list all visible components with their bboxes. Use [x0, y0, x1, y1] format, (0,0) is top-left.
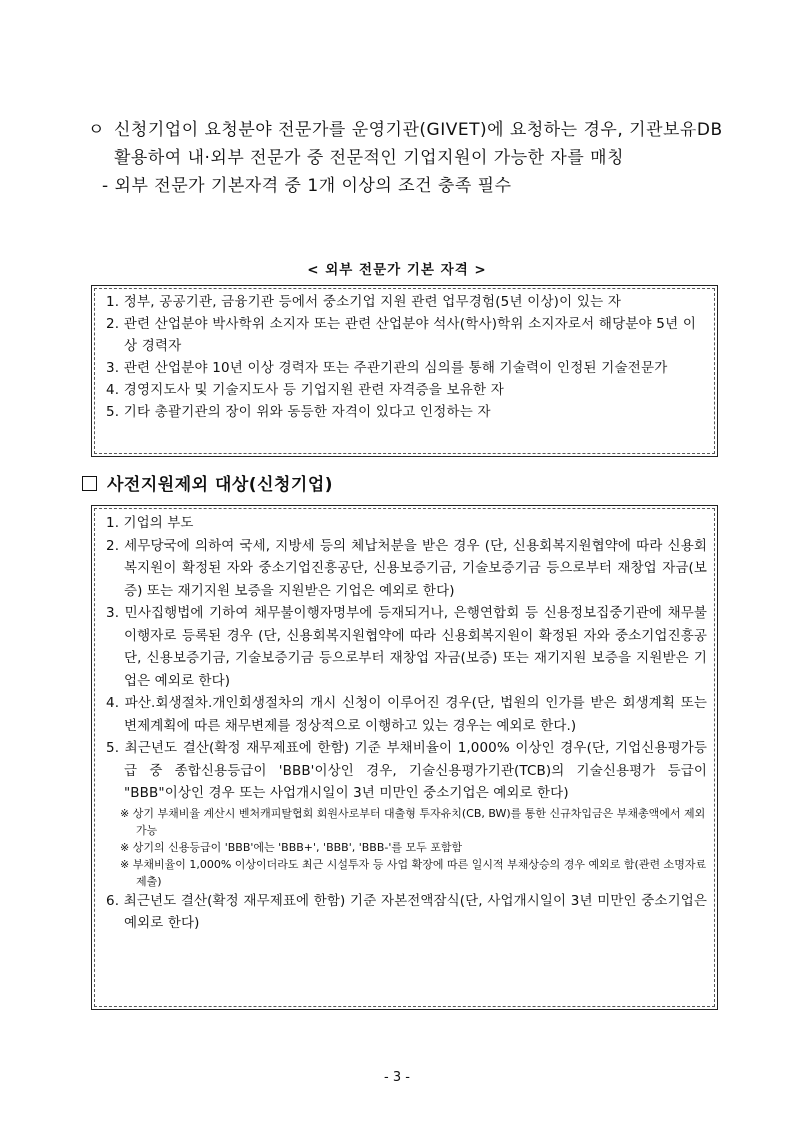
- exclusion-item: 3. 민사집행법에 기하여 채무불이행자명부에 등재되거나, 은행연합회 등 신용정보집중기관에 채무불이행자로 등록된 경우 (단, 신용회복지원협약에 따라 신용회복지원이 확정된 자와 중소기업진흥공단, 신용보증기금, 기술보증기금 등으로부터 재창업 자금(보증) 또는 재기지원 보증을 지원받은 기업은 예외로 한다): [106, 605, 707, 689]
- exclusion-note: ※ 상기 부채비율 계산시 벤처캐피탈협회 회원사로부터 대출형 투자유치(CB, BW)를 통한 신규차입금은 부채총액에서 제외 가능: [120, 806, 706, 837]
- exclusion-item: 4. 파산.회생절차.개인회생절차의 개시 신청이 이루어진 경우(단, 법원의 인가를 받은 회생계획 또는 변제계획에 따른 채무변제를 정상적으로 이행하고 있는 경우는 예외로 한다.): [106, 695, 707, 734]
- section-heading-text: 사전지원제외 대상(신청기업): [107, 475, 334, 495]
- qualification-item: 5. 기타 총괄기관의 장이 위와 동등한 자격이 있다고 인정하는 자: [106, 404, 491, 420]
- qualification-item: 4. 경영지도사 및 기술지도사 등 기업지원 관련 자격증을 보유한 자: [106, 382, 504, 398]
- qualifications-box: [91, 285, 718, 457]
- qualification-item: 2. 관련 산업분야 박사학위 소지자 또는 관련 산업분야 석사(학사)학위 소지자로서 해당분야 5년 이상 경력자: [106, 316, 697, 354]
- intro-bullet: ㅇ: [88, 120, 105, 140]
- exclusion-note: ※ 부채비율이 1,000% 이상이더라도 최근 시설투자 등 사업 확장에 따른 일시적 부채상승의 경우 예외로 함(관련 소명자료 제출): [120, 857, 707, 888]
- intro-paragraph: 신청기업이 요청분야 전문가를 운영기관(GIVET)에 요청하는 경우, 기관보유DB 활용하여 내·외부 전문가 중 전문적인 기업지원이 가능한 자를 매칭: [114, 120, 723, 168]
- exclusion-item: 6. 최근년도 결산(확정 재무제표에 한함) 기준 자본전액잠식(단, 사업개시일이 3년 미만인 중소기업은 예외로 한다): [106, 892, 707, 931]
- qualifications-title: < 외부 전문가 기본 자격 >: [307, 262, 487, 278]
- qualification-item: 3. 관련 산업분야 10년 이상 경력자 또는 주관기관의 심의를 통해 기술력이 인정된 기술전문가: [106, 360, 668, 376]
- exclusion-item: 2. 세무당국에 의하여 국세, 지방세 등의 체납처분을 받은 경우 (단, 신용회복지원협약에 따라 신용회복지원이 확정된 자와 중소기업진흥공단, 신용보증기금, 기술보증기금 등으로부터 재창업 자금(보증) 또는 재기지원 보증을 지원받은 기업은 예외로 한다): [106, 537, 707, 599]
- exclusion-item: 1. 기업의 부도: [106, 515, 194, 531]
- page-number: - 3 -: [384, 1070, 410, 1085]
- intro-subpoint: - 외부 전문가 기본자격 중 1개 이상의 조건 충족 필수: [102, 176, 512, 196]
- section-heading: [82, 470, 333, 495]
- exclusion-note: ※ 상기의 신용등급이 'BBB'에는 'BBB+', 'BBB', 'BBB-'를 모두 포함함: [120, 840, 463, 854]
- qualification-item: 1. 정부, 공공기관, 금융기관 등에서 중소기업 지원 관련 업무경험(5년 이상)이 있는 자: [106, 294, 622, 310]
- intro-block: [88, 116, 728, 200]
- exclusion-item: 5. 최근년도 결산(확정 재무제표에 한함) 기준 부채비율이 1,000% 이상인 경우(단, 기업신용평가등급 중 종합신용등급이 'BBB'이상인 경우, 기술신용평가기관(TCB)의 기술신용평가 등급이 "BBB"이상인 경우 또는 사업개시일이 3년 미만인 중소기업은 예외로 한다): [106, 740, 707, 801]
- exclusion-box: [91, 505, 718, 1010]
- checkbox-square-icon: [82, 476, 97, 491]
